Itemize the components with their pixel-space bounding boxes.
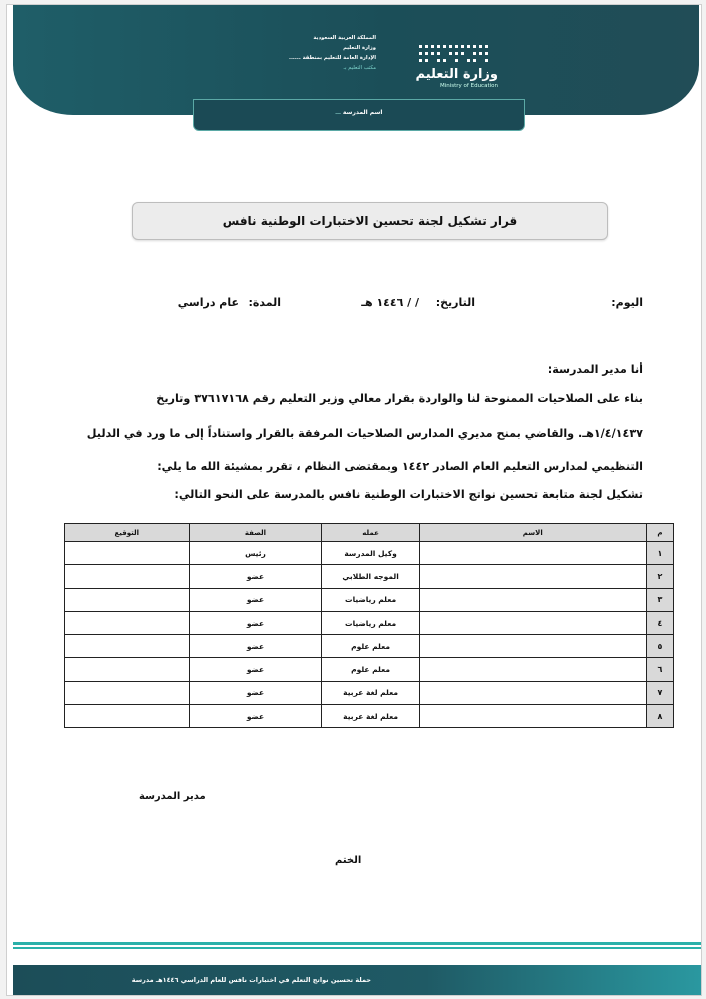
logo-english-text: Ministry of Education	[439, 83, 498, 89]
row-sign-field[interactable]	[65, 658, 190, 681]
body-line-1: بناء على الصلاحيات الممنوحة لنا والواردة بقرار معالي وزير التعليم رقم ٣٧٦١٧١٦٨ وتاريخ	[156, 392, 643, 405]
footer-text: حملة تحسين نواتج التعلم في اختبارات نافس للعام الدراسي ١٤٤٦هـ مدرسة	[131, 976, 371, 984]
row-name-field[interactable]	[419, 658, 646, 681]
table-row	[65, 635, 674, 658]
school-name	[194, 109, 524, 116]
document-page	[6, 4, 702, 996]
row-num: ٢	[646, 565, 673, 588]
header-num: م	[646, 524, 673, 542]
row-name-field[interactable]	[419, 588, 646, 611]
body-line-3: التنظيمي لمدارس التعليم العام الصادر ١٤٤٢ وبمقتضى النظام ، تقرر بمشيئة الله ما يلي:	[157, 460, 643, 473]
row-role: عضو	[189, 565, 322, 588]
committee-table	[64, 523, 674, 728]
authority-line-4: مكتب التعليم بـ	[343, 65, 376, 71]
row-sign-field[interactable]	[65, 681, 190, 704]
principal-label: مدير المدرسة	[139, 791, 206, 802]
row-num: ٨	[646, 705, 673, 728]
body-line-2: ١/٤/١٤٣٧هـ. والقاضي بمنح مديري المدارس الصلاحيات المرفقة بالقرار واستناداً إلى ما ورد في الدليل	[86, 427, 643, 440]
date-value: / / ١٤٤٦ هـ	[361, 296, 419, 309]
row-role: عضو	[189, 588, 322, 611]
stamp-label: الختم	[335, 855, 362, 866]
row-role: عضو	[189, 705, 322, 728]
row-job: معلم رياضيات	[322, 611, 419, 634]
duration-label: المدة:	[248, 296, 281, 309]
school-name-tab	[193, 99, 525, 131]
duration-value: عام دراسي	[177, 296, 239, 309]
row-num: ٥	[646, 635, 673, 658]
authority-line-2: وزارة التعليم	[343, 45, 376, 51]
document-title: قرار تشكيل لجنة تحسين الاختبارات الوطنية نافس	[132, 202, 608, 240]
authority-line-3: الإدارة العامة للتعليم بمنطقة ......	[288, 55, 376, 61]
logo-arabic-text: وزارة التعليم	[415, 67, 498, 82]
table-row	[65, 705, 674, 728]
row-job: معلم لغة عربية	[322, 705, 419, 728]
row-name-field[interactable]	[419, 705, 646, 728]
table-header-row	[65, 524, 674, 542]
row-sign-field[interactable]	[65, 588, 190, 611]
body-line-4: تشكيل لجنة متابعة تحسين نواتج الاختبارات الوطنية نافس بالمدرسة على النحو التالي:	[174, 488, 643, 501]
header-role: الصفة	[189, 524, 322, 542]
row-role: عضو	[189, 611, 322, 634]
header-sign: التوقيع	[65, 524, 190, 542]
row-sign-field[interactable]	[65, 542, 190, 565]
school-value: ـــ	[335, 109, 341, 116]
row-num: ٤	[646, 611, 673, 634]
table-row	[65, 658, 674, 681]
row-num: ٣	[646, 588, 673, 611]
authority-line-1: المملكة العربية السعودية	[313, 35, 376, 41]
row-name-field[interactable]	[419, 565, 646, 588]
school-label: اسم المدرسة	[342, 109, 383, 116]
ministry-logo	[407, 41, 502, 89]
footer-divider	[13, 942, 701, 945]
row-num: ١	[646, 542, 673, 565]
row-job: معلم علوم	[322, 635, 419, 658]
row-role: عضو	[189, 635, 322, 658]
footer-bar	[13, 965, 701, 995]
row-job: معلم علوم	[322, 658, 419, 681]
table-row	[65, 681, 674, 704]
row-name-field[interactable]	[419, 681, 646, 704]
row-job: وكيل المدرسة	[322, 542, 419, 565]
row-role: رئيس	[189, 542, 322, 565]
date-label: التاريخ:	[435, 296, 475, 309]
row-sign-field[interactable]	[65, 565, 190, 588]
table-row	[65, 611, 674, 634]
row-role: عضو	[189, 681, 322, 704]
row-sign-field[interactable]	[65, 705, 190, 728]
row-sign-field[interactable]	[65, 635, 190, 658]
footer-divider-thin	[13, 947, 701, 949]
row-name-field[interactable]	[419, 542, 646, 565]
ministry-logo-icon	[415, 43, 499, 67]
row-job: معلم لغة عربية	[322, 681, 419, 704]
row-num: ٧	[646, 681, 673, 704]
row-job: الموجه الطلابي	[322, 565, 419, 588]
row-num: ٦	[646, 658, 673, 681]
table-row	[65, 588, 674, 611]
day-label: اليوم:	[611, 296, 643, 309]
authority-block	[289, 33, 376, 73]
row-role: عضو	[189, 658, 322, 681]
addressee: أنا مدير المدرسة:	[547, 363, 643, 376]
table-row	[65, 542, 674, 565]
row-sign-field[interactable]	[65, 611, 190, 634]
table-row	[65, 565, 674, 588]
header-job: عمله	[322, 524, 419, 542]
row-name-field[interactable]	[419, 635, 646, 658]
row-job: معلم رياضيات	[322, 588, 419, 611]
row-name-field[interactable]	[419, 611, 646, 634]
header-name: الاسم	[419, 524, 646, 542]
